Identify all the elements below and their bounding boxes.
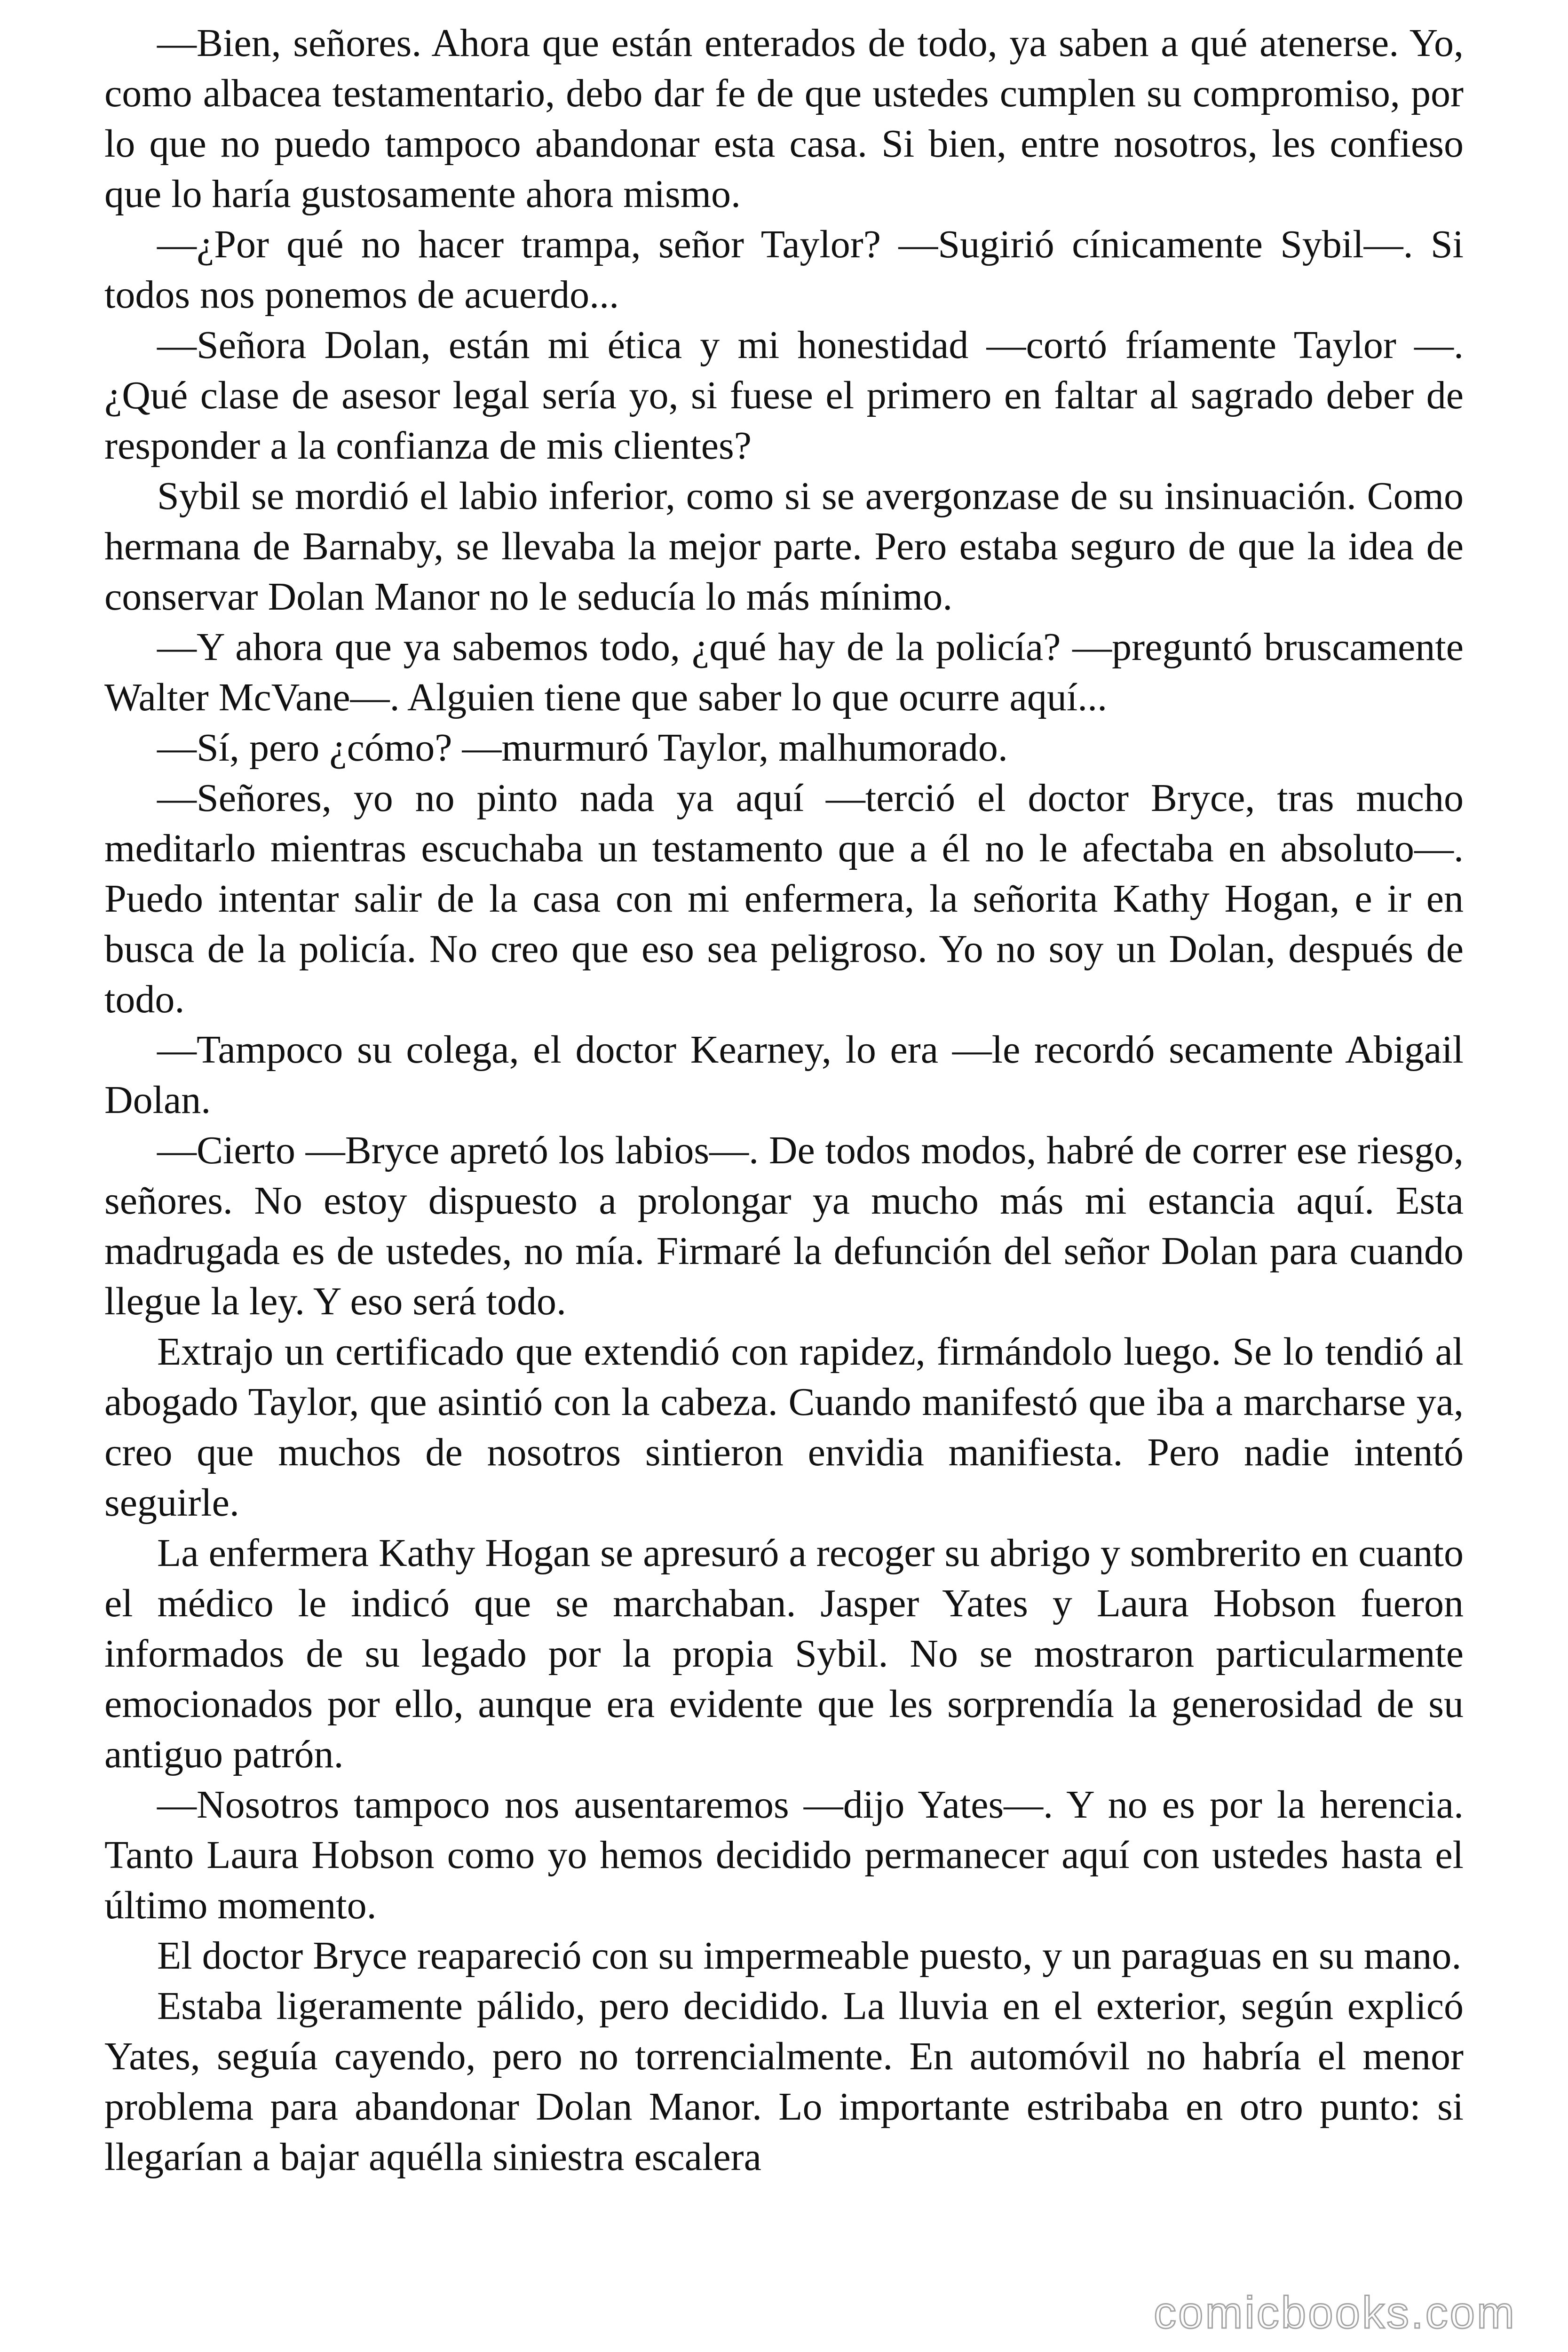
paragraph: —Sí, pero ¿cómo? —murmuró Taylor, malhumorado. bbox=[157, 726, 1008, 770]
paragraph: La enfermera Kathy Hogan se apresuró a recoger su abrigo y sombrerito en cuanto el médico le indicó que se marchaban. Jasper Yates y Laura Hobson fueron informados de su legado por la propia Sybil. No se mostraron particularmente emocionados por ello, aunque era evidente que les sorprendía la generosidad de su antiguo patrón. bbox=[104, 1531, 1464, 1776]
paragraph: —Nosotros tampoco nos ausentaremos —dijo Yates—. Y no es por la herencia. Tanto Laura Hobson como yo hemos decidido permanecer aquí con ustedes hasta el último momento. bbox=[104, 1783, 1464, 1927]
paragraph: Sybil se mordió el labio inferior, como si se avergonzase de su insinuación. Como hermana de Barnaby, se llevaba la mejor parte. Pero estaba seguro de que la idea de conservar Dolan Manor no le seducía lo más mínimo. bbox=[104, 474, 1464, 619]
paragraph: —Señora Dolan, están mi ética y mi honestidad —cortó fríamente Taylor —. ¿Qué clase de asesor legal sería yo, si fuese el primero en faltar al sagrado deber de responder a la confianza de mis clientes? bbox=[104, 323, 1464, 468]
paragraph: —Señores, yo no pinto nada ya aquí —terció el doctor Bryce, tras mucho meditarlo mientras escuchaba un testamento que a él no le afectaba en absoluto—. Puedo intentar salir de la casa con mi enfermera, la señorita Kathy Hogan, e ir en busca de la policía. No creo que eso sea peligroso. Yo no soy un Dolan, después de todo. bbox=[104, 776, 1464, 1021]
paragraph: —Bien, señores. Ahora que están enterados de todo, ya saben a qué atenerse. Yo, como albacea testamentario, debo dar fe de que ustedes cumplen su compromiso, por lo que no puedo tampoco abandonar esta casa. Si bien, entre nosotros, les confieso que lo haría gustosamente ahora mismo. bbox=[104, 21, 1464, 216]
paragraph: —Tampoco su colega, el doctor Kearney, lo era —le recordó secamente Abigail Dolan. bbox=[104, 1028, 1464, 1122]
paragraph: Estaba ligeramente pálido, pero decidido. La lluvia en el exterior, según explicó Yates, seguía cayendo, pero no torrencialmente. En automóvil no habría el menor problema para abandonar Dolan Manor. Lo importante estribaba en otro punto: si llegarían a bajar aquélla siniestra escalera bbox=[104, 1984, 1464, 2179]
paragraph: Extrajo un certificado que extendió con rapidez, firmándolo luego. Se lo tendió al abogado Taylor, que asintió con la cabeza. Cuando manifestó que iba a marcharse ya, creo que muchos de nosotros sintieron envidia manifiesta. Pero nadie intentó seguirle. bbox=[104, 1330, 1464, 1525]
paragraph: —¿Por qué no hacer trampa, señor Taylor? —Sugirió cínicamente Sybil—. Si todos nos ponemos de acuerdo... bbox=[104, 222, 1464, 317]
watermark: comicbooks.com bbox=[1154, 2288, 1516, 2338]
paragraph: —Cierto —Bryce apretó los labios—. De todos modos, habré de correr ese riesgo, señores. No estoy dispuesto a prolongar ya mucho más mi estancia aquí. Esta madrugada es de ustedes, no mía. Firmaré la defunción del señor Dolan para cuando llegue la ley. Y eso será todo. bbox=[104, 1128, 1464, 1323]
body-text bbox=[104, 18, 1464, 2182]
paragraph: —Y ahora que ya sabemos todo, ¿qué hay de la policía? —preguntó bruscamente Walter McVane—. Alguien tiene que saber lo que ocurre aquí... bbox=[104, 625, 1464, 719]
paragraph: El doctor Bryce reapareció con su impermeable puesto, y un paraguas en su mano. bbox=[157, 1934, 1462, 1978]
